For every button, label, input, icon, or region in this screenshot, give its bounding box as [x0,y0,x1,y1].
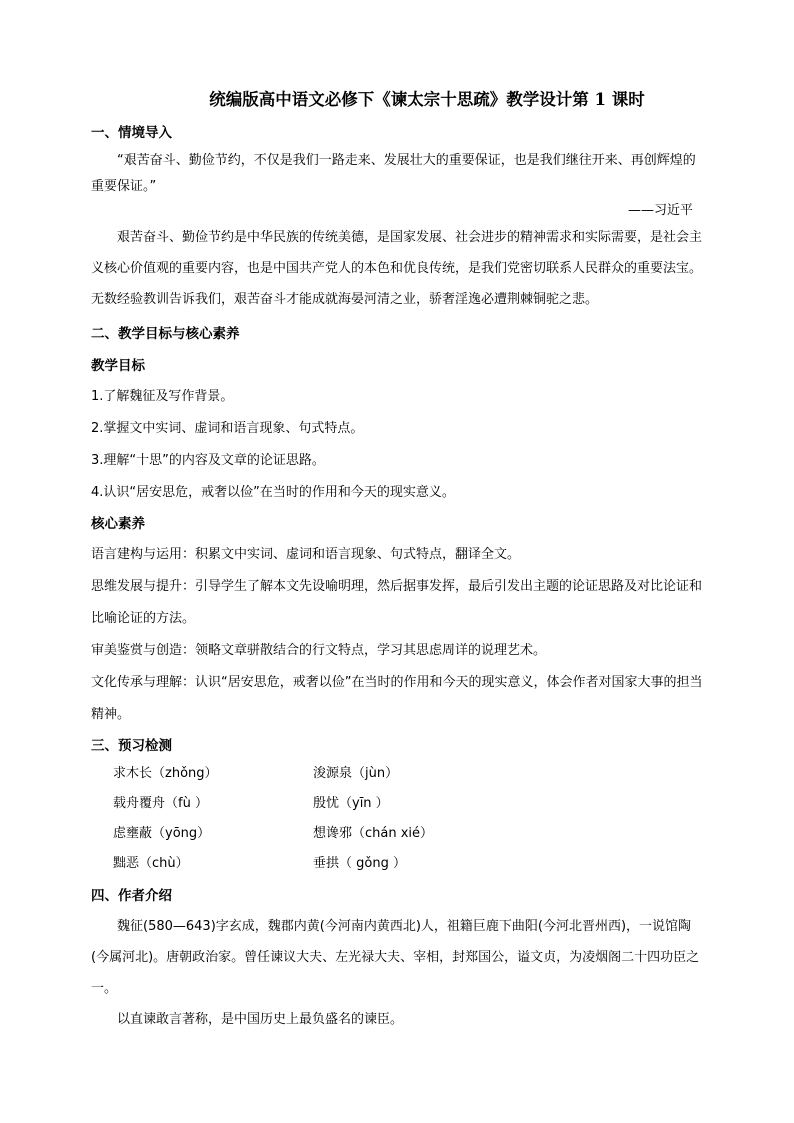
pinyin-item: 殷忧（yīn ） [313,796,389,811]
author-paragraph: 魏征(580—643)字玄成，魏郡内黄(今河南内黄西北)人，祖籍巨鹿下曲阳(今河北晋州西)，一说馆陶(今属河北)。唐朝政治家。曾任谏议大夫、左光禄大夫、宰相，封郑国公，谥文贞，为凌烟阁二十四功臣之一。 [91,919,700,996]
section-heading-intro: 一、情境导入 [91,125,172,141]
subheading-core-literacy: 核心素养 [91,516,145,532]
quote-author: ——习近平 [627,203,693,218]
list-item: 3.理解“十思”的内容及文章的论证思路。 [91,453,325,468]
author-paragraph-2: 以直谏敢言著称，是中国历史上最负盛名的谏臣。 [117,1012,404,1027]
pinyin-item: 载舟覆舟（fù ） [113,796,208,811]
list-item: 文化传承与理解：认识“居安思危，戒奢以俭”在当时的作用和今天的现实意义，体会作者对国家大事的担当精神。 [91,675,703,722]
list-item: 审美鉴赏与创造：领略文章骈散结合的行文特点，学习其思虑周详的说理艺术。 [91,643,547,658]
list-item: 4.认识“居安思危，戒奢以俭”在当时的作用和今天的现实意义。 [91,485,455,500]
section-heading-author: 四、作者介绍 [91,888,172,904]
pinyin-item: 垂拱（ gǒng ） [313,856,406,871]
page-title: 统编版高中语文必修下《谏太宗十思疏》教学设计第 1 课时 [209,90,645,109]
core-literacy-list [91,539,703,731]
document-body [91,124,703,1035]
list-item: 思维发展与提升：引导学生了解本文先设喻明理，然后据事发挥，最后引发出主题的论证思路及对比论证和比喻论证的方法。 [91,579,703,626]
pinyin-item: 想谗邪（chán xié） [313,826,434,841]
list-item: 1.了解魏征及写作背景。 [91,389,234,404]
list-item: 语言建构与运用：积累文中实词、虚词和语言现象、句式特点，翻译全文。 [91,547,521,562]
quote-text: “艰苦奋斗、勤俭节约，不仅是我们一路走来、发展壮大的重要保证，也是我们继往开来、再创辉煌的重要保证。” [91,153,696,194]
pinyin-table [91,759,703,879]
teaching-goals-list [91,381,703,509]
pinyin-item: 虑壅蔽（yōng） [113,826,211,841]
list-item: 2.掌握文中实词、虚词和语言现象、句式特点。 [91,421,364,436]
pinyin-item: 浚源泉（jùn） [313,766,399,781]
section-heading-preview: 三、预习检测 [91,738,172,754]
pinyin-item: 黜恶（chù） [113,856,189,871]
pinyin-item: 求木长（zhǒng） [113,766,218,781]
section-heading-goals: 二、教学目标与核心素养 [91,326,240,342]
subheading-teaching-goals: 教学目标 [91,358,145,374]
intro-paragraph: 艰苦奋斗、勤俭节约是中华民族的传统美德，是国家发展、社会进步的精神需求和实际需要，是社会主义核心价值观的重要内容，也是中国共产党人的本色和优良传统，是我们党密切联系人民群众的重要法宝。无数经验教训告诉我们，艰苦奋斗才能成就海晏河清之业，骄奢淫逸必遭荆棘铜驼之悲。 [91,230,703,307]
